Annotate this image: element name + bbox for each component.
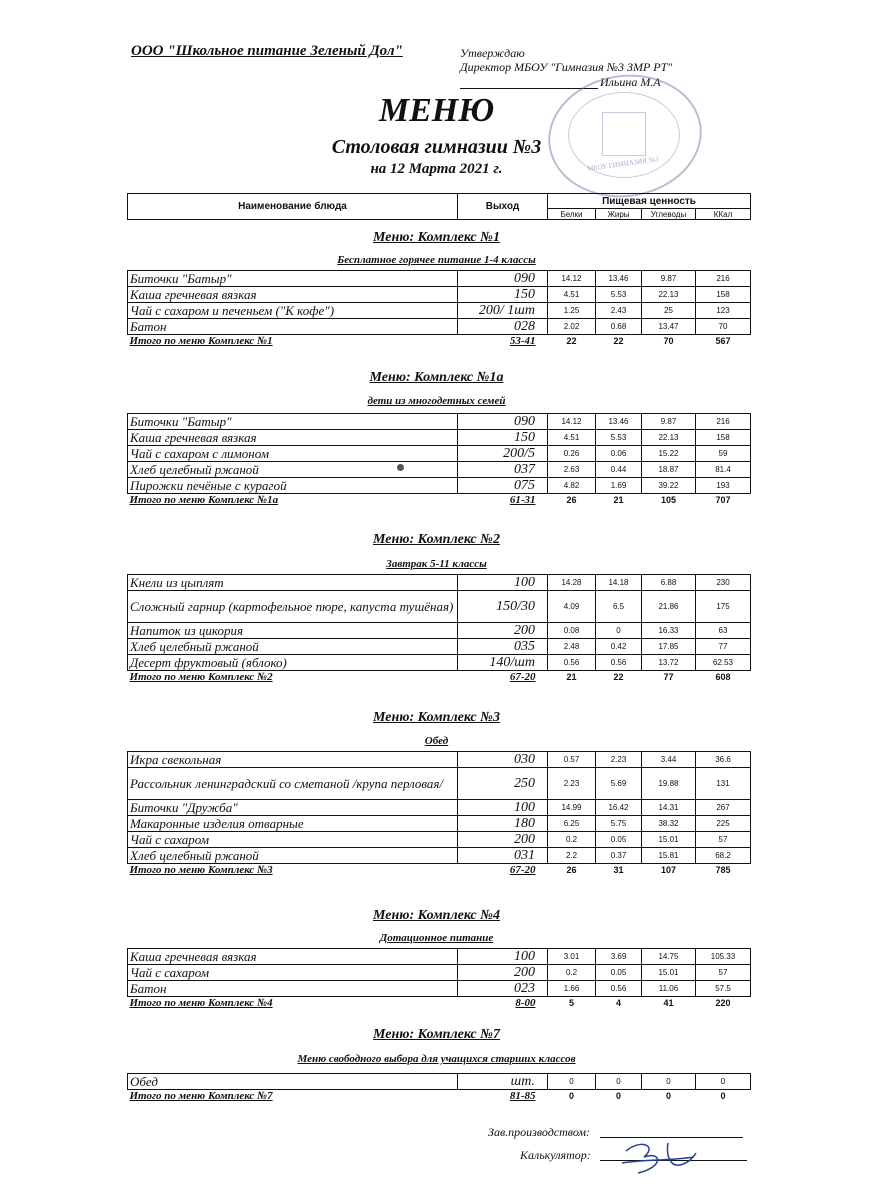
- dish-kcal: 59: [696, 446, 751, 462]
- dish-carbs: 15.81: [642, 848, 696, 864]
- dish-carbs: 38.32: [642, 816, 696, 832]
- dish-proteins: 0.26: [548, 446, 596, 462]
- dish-proteins: 4.51: [548, 287, 596, 303]
- dish-fats: 3.69: [596, 949, 642, 965]
- dish-name: Чай с сахаром и печеньем ("К кофе"): [128, 303, 458, 319]
- dish-row: [128, 287, 751, 303]
- dish-kcal: 70: [696, 319, 751, 335]
- total-proteins: 0: [568, 1091, 574, 1101]
- dish-row: [128, 965, 751, 981]
- dish-yield: 090: [458, 414, 548, 430]
- section-title: Меню: Комплекс №2: [373, 532, 500, 547]
- total-row: [128, 997, 751, 1010]
- dish-yield: 200: [458, 965, 548, 981]
- dish-kcal: 57.5: [696, 981, 751, 997]
- total-proteins: 5: [568, 998, 574, 1008]
- dish-kcal: 216: [696, 271, 751, 287]
- dish-kcal: 81.4: [696, 462, 751, 478]
- dish-proteins: 0.08: [548, 623, 596, 639]
- dish-name: Кнели из цыплят: [128, 575, 458, 591]
- dish-name: Биточки "Батыр": [128, 414, 458, 430]
- dish-fats: 0: [596, 1074, 642, 1090]
- dish-kcal: 175: [696, 591, 751, 623]
- total-label: Итого по меню Комплекс №1а: [129, 494, 279, 506]
- total-price: 53-41: [509, 335, 536, 347]
- total-label: Итого по меню Комплекс №2: [129, 671, 273, 683]
- header-proteins: Белки: [548, 209, 596, 220]
- dish-carbs: 0: [642, 1074, 696, 1090]
- section-title: Меню: Комплекс №1а: [369, 370, 504, 385]
- dish-fats: 0.56: [596, 981, 642, 997]
- total-fats: 31: [613, 865, 624, 875]
- dish-row: [128, 655, 751, 671]
- dish-yield: 140/шт: [458, 655, 548, 671]
- dish-yield: 200: [458, 832, 548, 848]
- dish-yield: 200: [458, 623, 548, 639]
- total-carbs: 0: [665, 1091, 671, 1101]
- dish-carbs: 14.31: [642, 800, 696, 816]
- dish-name: Пирожки печёные с курагой: [128, 478, 458, 494]
- dish-carbs: 22.13: [642, 287, 696, 303]
- total-fats: 22: [613, 336, 624, 346]
- dish-yield: 030: [458, 752, 548, 768]
- total-carbs: 105: [660, 495, 677, 505]
- dish-row: [128, 478, 751, 494]
- section-title: Меню: Комплекс №1: [373, 230, 500, 245]
- total-price: 8-00: [515, 997, 536, 1009]
- total-label: Итого по меню Комплекс №3: [129, 864, 273, 876]
- dish-fats: 5.69: [596, 768, 642, 800]
- header-dish: Наименование блюда: [128, 194, 458, 220]
- total-label: Итого по меню Комплекс №1: [129, 335, 273, 347]
- dish-name: Батон: [128, 319, 458, 335]
- dish-fats: 0.56: [596, 655, 642, 671]
- dish-row: [128, 800, 751, 816]
- total-carbs: 41: [663, 998, 674, 1008]
- dish-kcal: 225: [696, 816, 751, 832]
- dish-yield: 200/ 1шт: [458, 303, 548, 319]
- dish-row: [128, 319, 751, 335]
- dish-fats: 0.06: [596, 446, 642, 462]
- total-row: [128, 335, 751, 348]
- total-price: 81-85: [509, 1090, 536, 1102]
- dish-kcal: 0: [696, 1074, 751, 1090]
- dish-proteins: 2.23: [548, 768, 596, 800]
- dish-kcal: 63: [696, 623, 751, 639]
- dish-row: [128, 303, 751, 319]
- dish-row: [128, 816, 751, 832]
- dish-name: Икра свекольная: [128, 752, 458, 768]
- dish-row: [128, 430, 751, 446]
- dish-yield: 023: [458, 981, 548, 997]
- section-title: Меню: Комплекс №3: [373, 710, 500, 725]
- dish-yield: 035: [458, 639, 548, 655]
- dish-row: [128, 623, 751, 639]
- dish-proteins: 14.28: [548, 575, 596, 591]
- total-price: 67-20: [509, 864, 536, 876]
- dish-name: Каша гречневая вязкая: [128, 430, 458, 446]
- dish-name: Биточки "Дружба": [128, 800, 458, 816]
- dish-yield: 100: [458, 949, 548, 965]
- dish-yield: 075: [458, 478, 548, 494]
- dish-carbs: 15.22: [642, 446, 696, 462]
- dish-kcal: 57: [696, 832, 751, 848]
- dish-carbs: 17.85: [642, 639, 696, 655]
- menu-table: [127, 413, 751, 506]
- dish-proteins: 4.82: [548, 478, 596, 494]
- approval-line-2: Директор МБОУ "Гимназия №3 ЗМР РТ": [460, 60, 673, 74]
- dish-carbs: 21.86: [642, 591, 696, 623]
- dish-row: [128, 832, 751, 848]
- dish-proteins: 0.56: [548, 655, 596, 671]
- dish-yield: 100: [458, 800, 548, 816]
- total-carbs: 77: [663, 672, 674, 682]
- dish-row: [128, 949, 751, 965]
- dish-proteins: 0: [548, 1074, 596, 1090]
- dish-yield: 200/5: [458, 446, 548, 462]
- dish-proteins: 1.25: [548, 303, 596, 319]
- dish-kcal: 62.53: [696, 655, 751, 671]
- dish-carbs: 11.06: [642, 981, 696, 997]
- dish-carbs: 25: [642, 303, 696, 319]
- dish-proteins: 4.09: [548, 591, 596, 623]
- dish-proteins: 0.2: [548, 832, 596, 848]
- page-subtitle: Столовая гимназии №3: [331, 136, 542, 158]
- dish-name: Сложный гарнир (картофельное пюре, капуста тушёная): [128, 591, 458, 623]
- approval-line-1: Утверждаю: [460, 46, 525, 60]
- header-yield: Выход: [458, 194, 548, 220]
- total-price: 67-20: [509, 671, 536, 683]
- dish-name: Каша гречневая вязкая: [128, 287, 458, 303]
- dish-proteins: 3.01: [548, 949, 596, 965]
- dish-fats: 13.46: [596, 414, 642, 430]
- dish-yield: 250: [458, 768, 548, 800]
- section-title: Меню: Комплекс №4: [373, 908, 500, 923]
- column-header-table: [127, 193, 751, 220]
- dish-kcal: 57: [696, 965, 751, 981]
- header-nutrition: Пищевая ценность: [548, 194, 751, 209]
- dish-yield: 180: [458, 816, 548, 832]
- menu-table: [127, 574, 751, 683]
- dish-kcal: 158: [696, 287, 751, 303]
- dish-name: Рассольник ленинградский со сметаной /крупа перловая/: [128, 768, 458, 800]
- total-proteins: 26: [566, 495, 577, 505]
- dish-carbs: 19.88: [642, 768, 696, 800]
- dish-proteins: 14.12: [548, 271, 596, 287]
- dish-name: Хлеб целебный ржаной: [128, 462, 458, 478]
- dish-kcal: 36.6: [696, 752, 751, 768]
- dish-yield: 090: [458, 271, 548, 287]
- dish-name: Хлеб целебный ржаной: [128, 639, 458, 655]
- dish-carbs: 6.88: [642, 575, 696, 591]
- dish-name: Батон: [128, 981, 458, 997]
- total-row: [128, 864, 751, 877]
- organization-name: ООО "Школьное питание Зеленый Дол": [131, 43, 403, 59]
- dish-carbs: 15.01: [642, 832, 696, 848]
- dish-carbs: 15.01: [642, 965, 696, 981]
- dish-kcal: 158: [696, 430, 751, 446]
- dish-proteins: 14.12: [548, 414, 596, 430]
- section-subtitle: Меню свободного выбора для учащихся старших классов: [297, 1053, 576, 1065]
- menu-table: [127, 948, 751, 1009]
- header-kcal: ККал: [696, 209, 751, 220]
- total-kcal: 707: [715, 495, 731, 505]
- dish-fats: 0.05: [596, 965, 642, 981]
- production-label: Зав.производством:: [488, 1125, 591, 1139]
- dish-fats: 5.53: [596, 287, 642, 303]
- dish-carbs: 9.87: [642, 414, 696, 430]
- dish-kcal: 267: [696, 800, 751, 816]
- menu-date: на 12 Марта 2021 г.: [370, 161, 503, 177]
- dish-carbs: 18.87: [642, 462, 696, 478]
- dish-name: Хлеб целебный ржаной: [128, 848, 458, 864]
- dish-name: Биточки "Батыр": [128, 271, 458, 287]
- dish-kcal: 216: [696, 414, 751, 430]
- dish-name: Чай с сахаром с лимоном: [128, 446, 458, 462]
- dish-row: [128, 462, 751, 478]
- total-kcal: 785: [715, 865, 731, 875]
- dish-fats: 0: [596, 623, 642, 639]
- total-proteins: 26: [566, 865, 577, 875]
- dish-proteins: 14.99: [548, 800, 596, 816]
- dish-row: [128, 752, 751, 768]
- section-subtitle: Дотационное питание: [379, 932, 494, 944]
- dish-fats: 0.42: [596, 639, 642, 655]
- dish-name: Обед: [128, 1074, 458, 1090]
- dish-carbs: 9.87: [642, 271, 696, 287]
- dish-proteins: 2.48: [548, 639, 596, 655]
- dish-row: [128, 768, 751, 800]
- dish-carbs: 3.44: [642, 752, 696, 768]
- calculator-label: Калькулятор:: [520, 1148, 591, 1162]
- dish-proteins: 2.2: [548, 848, 596, 864]
- dish-fats: 1.69: [596, 478, 642, 494]
- dish-carbs: 13.72: [642, 655, 696, 671]
- dish-yield: 150/30: [458, 591, 548, 623]
- menu-table: [127, 270, 751, 347]
- total-kcal: 220: [715, 998, 731, 1008]
- dish-fats: 13.46: [596, 271, 642, 287]
- header-fats: Жиры: [596, 209, 642, 220]
- dish-name: Каша гречневая вязкая: [128, 949, 458, 965]
- dish-row: [128, 575, 751, 591]
- dish-yield: 031: [458, 848, 548, 864]
- total-kcal: 608: [715, 672, 731, 682]
- dish-proteins: 2.63: [548, 462, 596, 478]
- dish-carbs: 14.75: [642, 949, 696, 965]
- dish-yield: шт.: [458, 1074, 548, 1090]
- dish-row: [128, 639, 751, 655]
- ink-spot: [397, 464, 404, 471]
- total-label: Итого по меню Комплекс №7: [129, 1090, 273, 1102]
- dish-kcal: 77: [696, 639, 751, 655]
- dish-name: Чай с сахаром: [128, 832, 458, 848]
- dish-row: [128, 271, 751, 287]
- stamp-text: МБОУ ГИМНАЗИЯ №3: [586, 155, 660, 173]
- dish-yield: 150: [458, 287, 548, 303]
- total-proteins: 21: [566, 672, 577, 682]
- dish-kcal: 131: [696, 768, 751, 800]
- dish-kcal: 123: [696, 303, 751, 319]
- dish-name: Напиток из цикория: [128, 623, 458, 639]
- dish-carbs: 13.47: [642, 319, 696, 335]
- dish-kcal: 230: [696, 575, 751, 591]
- dish-fats: 5.75: [596, 816, 642, 832]
- dish-carbs: 16.33: [642, 623, 696, 639]
- dish-fats: 6.5: [596, 591, 642, 623]
- dish-fats: 5.53: [596, 430, 642, 446]
- section-subtitle: Завтрак 5-11 классы: [386, 558, 487, 570]
- dish-name: Чай с сахаром: [128, 965, 458, 981]
- approval-line-3: Ильина М.А: [600, 75, 661, 89]
- dish-name: Макаронные изделия отварные: [128, 816, 458, 832]
- dish-row: [128, 981, 751, 997]
- total-label: Итого по меню Комплекс №4: [129, 997, 273, 1009]
- dish-proteins: 2.02: [548, 319, 596, 335]
- dish-fats: 2.43: [596, 303, 642, 319]
- section-title: Меню: Комплекс №7: [373, 1027, 500, 1042]
- total-kcal: 0: [720, 1091, 726, 1101]
- dish-name: Десерт фруктовый (яблоко): [128, 655, 458, 671]
- total-fats: 0: [615, 1091, 621, 1101]
- page-title: МЕНЮ: [378, 92, 495, 129]
- dish-proteins: 1.66: [548, 981, 596, 997]
- dish-fats: 0.44: [596, 462, 642, 478]
- total-fats: 22: [613, 672, 624, 682]
- dish-yield: 028: [458, 319, 548, 335]
- dish-proteins: 6.25: [548, 816, 596, 832]
- dish-fats: 0.68: [596, 319, 642, 335]
- dish-proteins: 0.57: [548, 752, 596, 768]
- section-subtitle: Обед: [424, 735, 449, 747]
- dish-row: [128, 414, 751, 430]
- total-carbs: 107: [660, 865, 677, 875]
- total-carbs: 70: [663, 336, 674, 346]
- menu-table: [127, 1073, 751, 1102]
- dish-row: [128, 591, 751, 623]
- dish-carbs: 39.22: [642, 478, 696, 494]
- section-subtitle: Бесплатное горячее питание 1-4 классы: [337, 254, 536, 266]
- dish-proteins: 0.2: [548, 965, 596, 981]
- total-row: [128, 671, 751, 684]
- dish-carbs: 22.13: [642, 430, 696, 446]
- calculator-signature: [618, 1137, 698, 1181]
- total-price: 61-31: [509, 494, 536, 506]
- dish-row: [128, 1074, 751, 1090]
- dish-fats: 16.42: [596, 800, 642, 816]
- dish-fats: 2.23: [596, 752, 642, 768]
- total-kcal: 567: [715, 336, 731, 346]
- dish-row: [128, 446, 751, 462]
- dish-kcal: 105.33: [696, 949, 751, 965]
- section-subtitle: дети из многодетных семей: [367, 395, 506, 407]
- dish-row: [128, 848, 751, 864]
- dish-kcal: 193: [696, 478, 751, 494]
- dish-yield: 037: [458, 462, 548, 478]
- total-fats: 21: [613, 495, 624, 505]
- dish-yield: 150: [458, 430, 548, 446]
- dish-yield: 100: [458, 575, 548, 591]
- dish-fats: 0.05: [596, 832, 642, 848]
- total-proteins: 22: [566, 336, 577, 346]
- total-fats: 4: [615, 998, 621, 1008]
- dish-proteins: 4.51: [548, 430, 596, 446]
- dish-kcal: 68.2: [696, 848, 751, 864]
- dish-fats: 0.37: [596, 848, 642, 864]
- menu-table: [127, 751, 751, 876]
- total-row: [128, 494, 751, 507]
- header-carbs: Углеводы: [642, 209, 696, 220]
- dish-fats: 14.18: [596, 575, 642, 591]
- total-row: [128, 1090, 751, 1103]
